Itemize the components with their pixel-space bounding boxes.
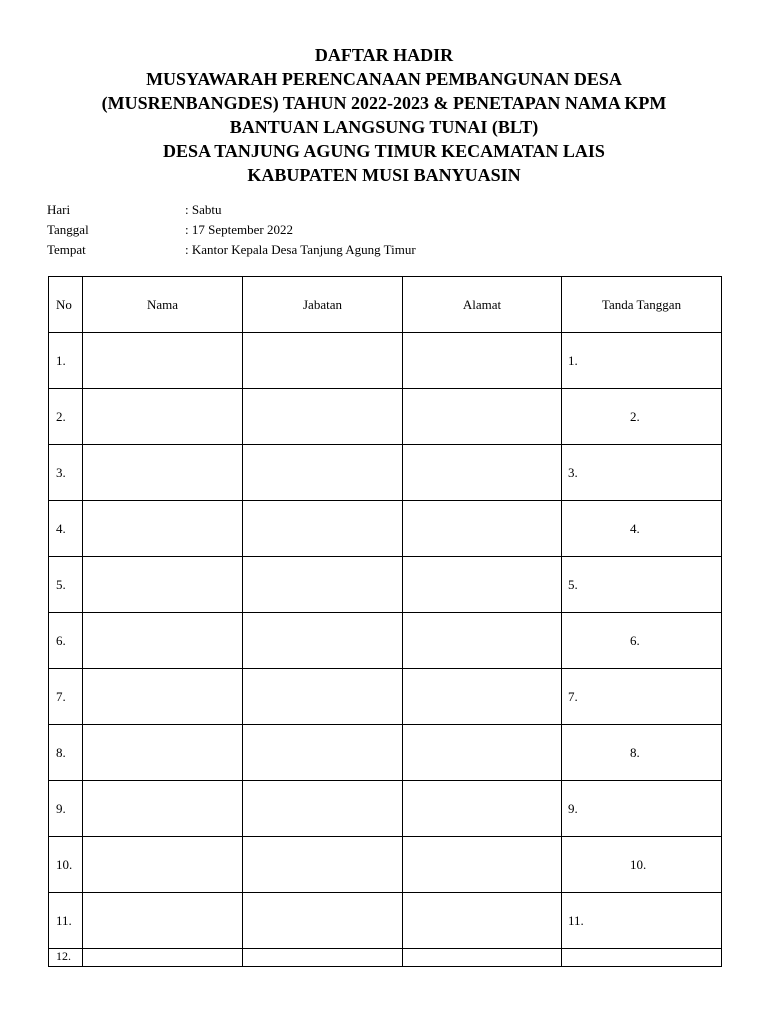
row-number: 5. [49, 557, 83, 613]
title-daftar-hadir: DAFTAR HADIR [314, 45, 454, 65]
signature-number: 8. [630, 744, 640, 760]
signature-number: 3. [568, 464, 578, 480]
table-row [49, 389, 722, 445]
signature-number: 1. [568, 352, 578, 368]
signature-number: 7. [568, 688, 578, 704]
alamat-cell[interactable] [403, 333, 562, 389]
row-number: 4. [49, 501, 83, 557]
info-value-tempat: : Kantor Kepala Desa Tanjung Agung Timur [185, 242, 416, 257]
signature-cell[interactable] [562, 445, 722, 501]
row-number: 6. [49, 613, 83, 669]
alamat-cell[interactable] [403, 893, 562, 949]
nama-cell[interactable] [83, 949, 243, 967]
table-row [49, 893, 722, 949]
alamat-cell[interactable] [403, 445, 562, 501]
info-value-tanggal: : 17 September 2022 [185, 222, 293, 237]
signature-cell[interactable] [562, 333, 722, 389]
signature-number [562, 949, 630, 963]
table-row [49, 333, 722, 389]
nama-cell[interactable] [83, 333, 243, 389]
nama-cell[interactable] [83, 501, 243, 557]
table-row [49, 781, 722, 837]
signature-cell[interactable] [562, 837, 722, 893]
column-header-jabatan: Jabatan [243, 277, 403, 333]
title-musyawarah: MUSYAWARAH PERENCANAAN PEMBANGUNAN DESA [146, 69, 622, 89]
alamat-cell[interactable] [403, 501, 562, 557]
nama-cell[interactable] [83, 557, 243, 613]
table-row [49, 613, 722, 669]
jabatan-cell[interactable] [243, 445, 403, 501]
signature-number: 10. [630, 856, 647, 872]
nama-cell[interactable] [83, 893, 243, 949]
signature-cell[interactable] [562, 389, 722, 445]
nama-cell[interactable] [83, 781, 243, 837]
table-row [49, 837, 722, 893]
jabatan-cell[interactable] [243, 389, 403, 445]
jabatan-cell[interactable] [243, 333, 403, 389]
signature-number: 5. [568, 576, 578, 592]
signature-cell[interactable] [562, 557, 722, 613]
jabatan-cell[interactable] [243, 501, 403, 557]
jabatan-cell[interactable] [243, 725, 403, 781]
jabatan-cell[interactable] [243, 949, 403, 967]
row-number: 1. [49, 333, 83, 389]
row-number: 11. [49, 893, 83, 949]
title-kabupaten: KABUPATEN MUSI BANYUASIN [247, 165, 521, 185]
signature-number: 2. [630, 408, 640, 424]
row-number: 8. [49, 725, 83, 781]
signature-cell[interactable] [562, 669, 722, 725]
title-musrenbangdes: (MUSRENBANGDES) TAHUN 2022-2023 & PENETAPAN NAMA KPM [101, 93, 667, 113]
alamat-cell[interactable] [403, 725, 562, 781]
info-label-hari: Hari [47, 202, 71, 217]
nama-cell[interactable] [83, 613, 243, 669]
column-header-tanda-tangan: Tanda Tanggan [562, 277, 722, 333]
jabatan-cell[interactable] [243, 557, 403, 613]
alamat-cell[interactable] [403, 781, 562, 837]
column-header-no: No [49, 277, 83, 333]
signature-cell[interactable] [562, 949, 722, 967]
nama-cell[interactable] [83, 445, 243, 501]
row-number: 12. [49, 949, 83, 967]
attendance-table [48, 276, 722, 967]
signature-number: 4. [630, 520, 640, 536]
row-number: 9. [49, 781, 83, 837]
nama-cell[interactable] [83, 669, 243, 725]
jabatan-cell[interactable] [243, 837, 403, 893]
table-row [49, 669, 722, 725]
signature-number: 9. [568, 800, 578, 816]
jabatan-cell[interactable] [243, 893, 403, 949]
row-number: 2. [49, 389, 83, 445]
info-value-hari: : Sabtu [185, 202, 222, 217]
row-number: 7. [49, 669, 83, 725]
table-row [49, 445, 722, 501]
signature-cell[interactable] [562, 613, 722, 669]
row-number: 10. [49, 837, 83, 893]
signature-number: 11. [568, 912, 584, 928]
nama-cell[interactable] [83, 837, 243, 893]
table-row [49, 501, 722, 557]
table-row [49, 725, 722, 781]
nama-cell[interactable] [83, 725, 243, 781]
jabatan-cell[interactable] [243, 669, 403, 725]
column-header-alamat: Alamat [403, 277, 562, 333]
table-row [49, 949, 722, 967]
row-number: 3. [49, 445, 83, 501]
alamat-cell[interactable] [403, 949, 562, 967]
signature-number: 6. [630, 632, 640, 648]
signature-cell[interactable] [562, 725, 722, 781]
document-header [0, 43, 768, 187]
column-header-nama: Nama [83, 277, 243, 333]
alamat-cell[interactable] [403, 669, 562, 725]
jabatan-cell[interactable] [243, 781, 403, 837]
info-label-tempat: Tempat [47, 242, 86, 257]
signature-cell[interactable] [562, 781, 722, 837]
signature-cell[interactable] [562, 501, 722, 557]
signature-cell[interactable] [562, 893, 722, 949]
info-label-tanggal: Tanggal [47, 222, 89, 237]
alamat-cell[interactable] [403, 389, 562, 445]
alamat-cell[interactable] [403, 837, 562, 893]
title-blt: BANTUAN LANGSUNG TUNAI (BLT) [229, 117, 539, 137]
alamat-cell[interactable] [403, 613, 562, 669]
jabatan-cell[interactable] [243, 613, 403, 669]
table-header-row [49, 277, 722, 333]
alamat-cell[interactable] [403, 557, 562, 613]
nama-cell[interactable] [83, 389, 243, 445]
table-row [49, 557, 722, 613]
title-desa: DESA TANJUNG AGUNG TIMUR KECAMATAN LAIS [163, 141, 605, 161]
